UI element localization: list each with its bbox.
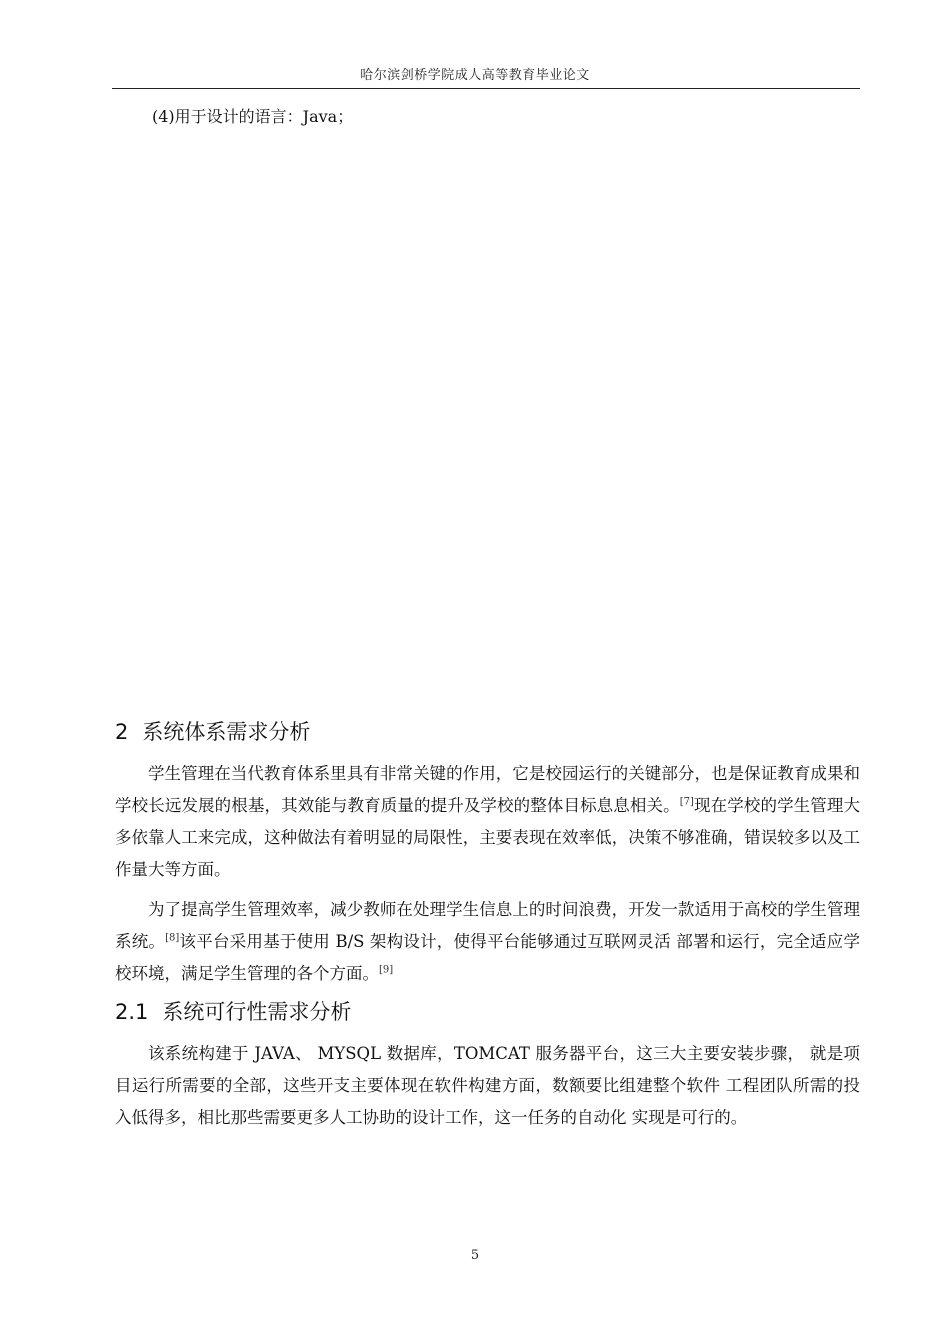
- citation-marker: [7]: [679, 796, 694, 808]
- paragraph-text: 该系统构建于 JAVA、 MYSQL 数据库，TOMCAT 服务器平台，这三大主要安装步骤， 就是项目运行所需要的全部，这些开支主要体现在软件构建方面，数额要比组建整个软件 工程团队所需的投入低得多，相比那些需要更多人工协助的设计工作，这一任务的自动化 实现是可行的。: [115, 1044, 860, 1127]
- paragraph-text: 学生管理在当代教育体系里具有非常关键的作用，它是校园运行的关键部分，也是保证教育成果和学校长远发展的根基，其效能与教育质量的提升及学校的整体目标息息相关。: [115, 764, 860, 815]
- paragraph-text: 为了提高学生管理效率，减少教师在处理学生信息上的时间浪费，开发一款适用于高校的学生管理系统。: [115, 900, 860, 951]
- section-heading-2-1: [115, 998, 351, 1026]
- section-heading-2: [115, 718, 310, 746]
- citation-marker: [9]: [379, 964, 394, 976]
- citation-marker: [8]: [165, 932, 180, 944]
- paragraph-text: 该平台采用基于使用 B/S 架构设计，使得平台能够通过互联网灵活 部署和运行，完全适应学校环境，满足学生管理的各个方面。: [115, 932, 860, 983]
- section-title: 系统可行性需求分析: [162, 1000, 352, 1024]
- section-number: 2: [115, 720, 129, 744]
- running-header: 哈尔滨剑桥学院成人高等教育毕业论文: [360, 68, 590, 83]
- body-paragraph: [115, 1038, 860, 1134]
- paragraph-text: 现在学校的学生管理大多依靠人工来完成，这种做法有着明显的局限性，主要表现在效率低，决策不够准确，错误较多以及工作量大等方面。: [115, 796, 861, 879]
- page-number: 5: [470, 1248, 480, 1263]
- body-paragraph: [115, 758, 860, 886]
- section-number: 2.1: [115, 1000, 149, 1024]
- body-paragraph: [115, 894, 860, 990]
- header-rule: [112, 88, 860, 89]
- list-item-language: (4)用于设计的语言：Java；: [152, 107, 354, 126]
- section-title: 系统体系需求分析: [142, 720, 311, 744]
